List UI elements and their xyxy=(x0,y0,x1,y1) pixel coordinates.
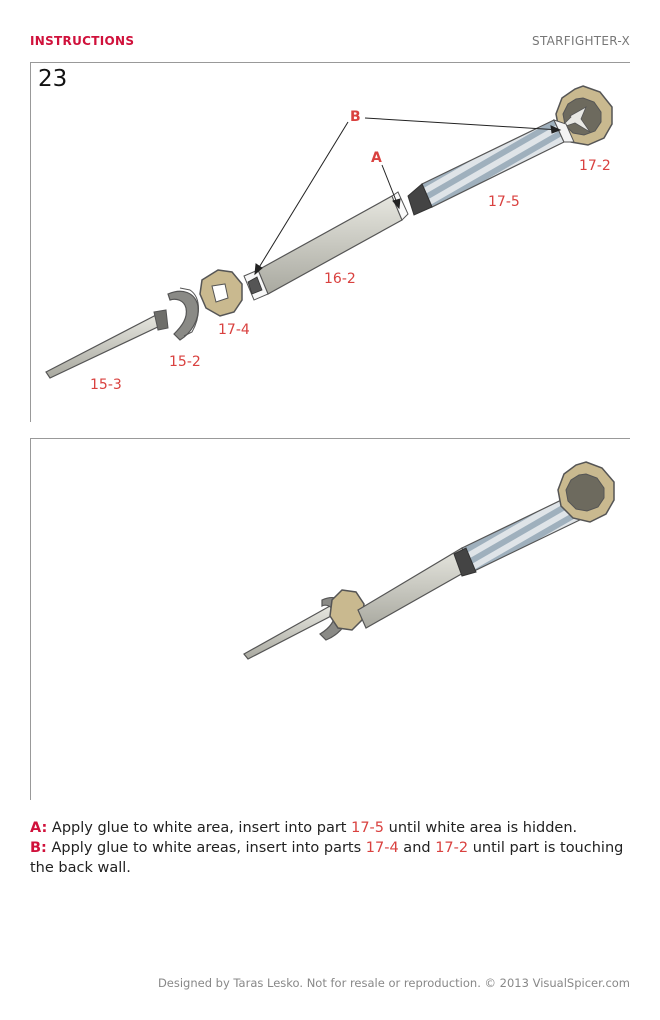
exploded-view-diagram xyxy=(30,62,630,422)
label-part-17-5: 17-5 xyxy=(488,194,520,210)
instruction-b-key: B: xyxy=(30,840,47,856)
instruction-b-text-2: and xyxy=(398,840,436,856)
assembled-part-shape xyxy=(244,462,614,659)
instruction-a-text-1: Apply glue to white area, insert into part xyxy=(47,820,352,836)
assembled-view-diagram xyxy=(30,438,630,800)
instruction-a-text-2: until white area is hidden. xyxy=(384,820,578,836)
assembled-view-panel xyxy=(30,438,630,800)
label-part-16-2: 16-2 xyxy=(324,271,356,287)
part-15-3-shape xyxy=(46,310,168,378)
instruction-a-ref-1: 17-5 xyxy=(351,820,385,836)
part-17-4-shape xyxy=(200,270,242,316)
label-part-17-4: 17-4 xyxy=(218,322,250,338)
assembly-instructions xyxy=(30,818,630,878)
instruction-b-ref-2: 17-2 xyxy=(435,840,469,856)
instruction-a-key: A: xyxy=(30,820,48,836)
instruction-b-text-3: until part is touching the back wall. xyxy=(30,840,624,876)
label-part-17-2: 17-2 xyxy=(579,158,611,174)
exploded-view-panel xyxy=(30,62,630,422)
footer-credit: Designed by Taras Lesko. Not for resale or reproduction. © 2013 VisualSpicer.com xyxy=(157,976,630,990)
instruction-a xyxy=(30,818,630,838)
label-part-15-3: 15-3 xyxy=(90,377,122,393)
section-title: INSTRUCTIONS xyxy=(30,34,135,48)
step-number: 23 xyxy=(38,66,68,92)
instruction-b xyxy=(30,838,630,878)
model-name: STARFIGHTER-X xyxy=(532,34,630,48)
callout-b: B xyxy=(350,109,361,125)
label-part-15-2: 15-2 xyxy=(169,354,201,370)
callout-a: A xyxy=(371,150,382,166)
instruction-b-text-1: Apply glue to white areas, insert into parts xyxy=(46,840,366,856)
part-15-2-shape xyxy=(168,288,199,340)
instruction-b-ref-1: 17-4 xyxy=(365,840,399,856)
